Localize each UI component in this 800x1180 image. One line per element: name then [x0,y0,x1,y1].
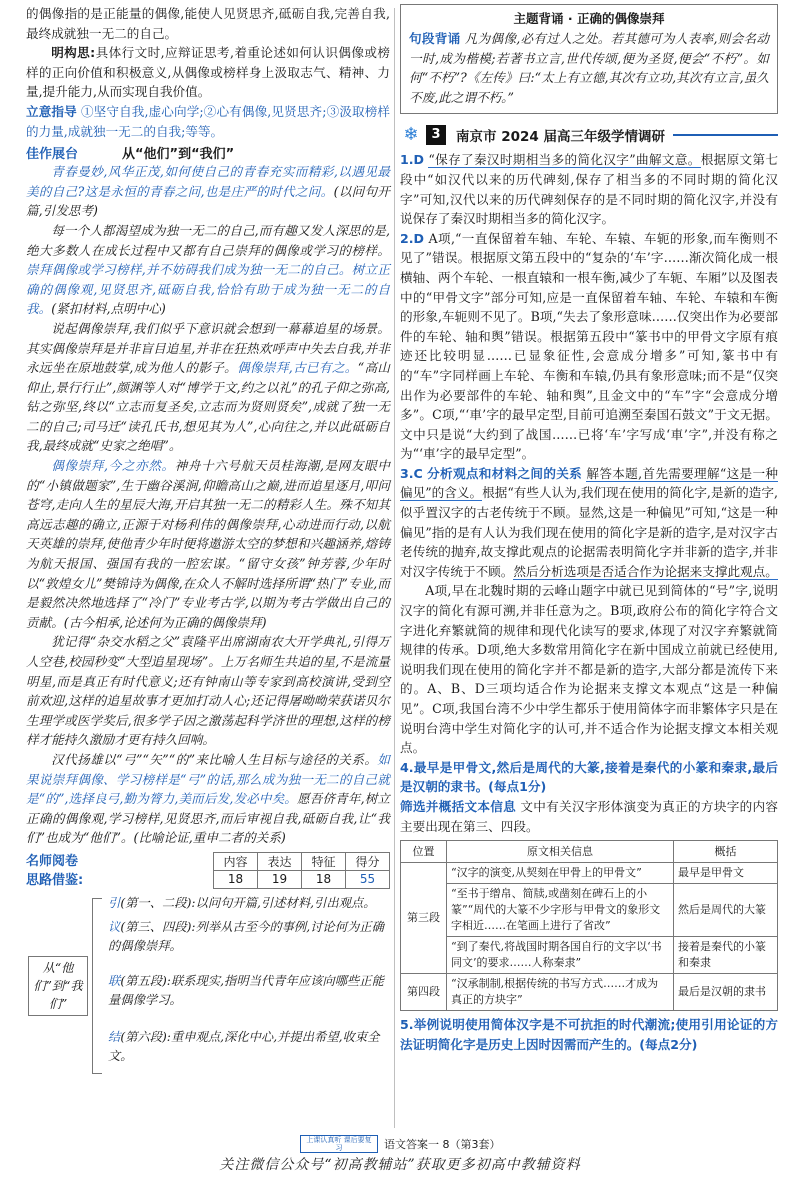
jiazuo-label: 佳作展台 [26,147,79,163]
mingshi-row [26,852,390,890]
q2-text: A项,“一直保留着车轴、车轮、车辕、车轭的形象,而车衡则不见了”错误。根据原文第五段中的“复杂的‘车’字……渐次简化成一根横轴、两个车轮、一根直辕和一根车衡,减少了车轭、车厢”以及图表中的“甲骨文字”部分可知,应是一直保留着车轴、车轮、车辕和车衡的形象,车轭则不见了。B项,“失去了象形意味……仅突出作为必要部件的车轮、轴和舆”错误。根据第五段中“篆书中的甲骨文字原有痕迹还比较明显……已显象征性,会意成分增多”可知,篆书中有的“车”字同样画上车轮、车衡和车辕,仍具有象形意味;而不是“仅突出作为必要部件的车轮、轴和舆”,且金文中的“车”字“会意成分增多”。C项,“‘車’字的最早定型,目前可追溯至秦国石鼓文”于文无据。文中只是说“大约到了战国……已将‘车’字写成‘車’字”,并没有称之为“‘車’字的最早定型”。 [400,230,778,462]
outline-item [108,918,390,956]
mingbx-text: 具体行文时,应辩证思考,着重论述如何认识偶像或榜样的正向价值和积极意义,从偶像或榜样身上汲取志气、精神、力量,提升能力,从而实现自我价值。 [26,45,390,100]
essay-para-3 [26,319,390,456]
score-total: 55 [346,870,390,888]
q3-mid: 根据“有些人认为,我们现在使用的简化字,是新的造字,似乎置汉字的古老传统于不顾。显然,这是一种偏见”可知,“这是一种偏见”指的是有人认为我们现在使用的简化字是新的造字,是对汉字古老传统的抛弃,故支撑此观点的论据需表明简化字并非新的造字,并非对汉字传统于不顾。 [400,485,778,579]
essay-title: 从“他们”到“我们” [122,147,235,163]
outline-item [108,894,390,913]
table-row [401,974,778,1011]
para3-plain: 说起偶像崇拜,我们似乎下意识就会想到一幕幕追星的场景。其实偶像崇拜是并非盲目追星,并非在狂热欢呼声中失去自我,并非永远坐在原地鼓掌,成为他人的影子。 [26,320,390,376]
q4-answer: 4.最早是甲骨文,然后是周代的大篆,接着是秦代的小篆和秦隶,最后是汉朝的隶书。(每点1分) [400,759,778,795]
table-row [401,884,778,937]
q4-text: 文中有关汉字形体演变为真正的方块字的内容主要出现在第三、四段。 [400,798,779,834]
table-cell-sum: 最后是汉朝的隶书 [674,974,778,1011]
q2-number: 2.D [400,230,425,246]
para3-blue: 偶像崇拜,古已有之。 [237,360,358,376]
essay-para-2 [26,221,390,319]
q1-rest: 根据原文第七段中“如汉代以来的历代碑刻,保存了相当多的不同时期的简化汉字”可知,汉代以来的历代碑刻保存的是不同时期的简化汉字,并没有说保存了秦汉时期相当多的简化汉字。 [400,152,778,227]
publisher-logo: 上课认真听 课后要复习 [300,1135,378,1153]
section-number: 3 [426,125,446,145]
jiazuo-header [26,143,390,162]
outline-item-text: (第六段):重申观点,深化中心,并提出希望,收束全文。 [108,1029,380,1063]
recitation-label: 句段背诵 [409,31,461,46]
outline-brace [92,898,102,1074]
outline-item-head: 引 [108,895,121,910]
q3-options: A项,早在北魏时期的云峰山题字中就已见到简体的“号”字,说明汉字的简化有源可溯,并非任意为之。B项,政府公布的简化字符合文字进化弃繁就简的规律和现代化读写的要求,体现了对汉字弃繁就简规律的传承。D项,绝大多数常用简化字在新中国成立前就已经使用,说明我们现在使用的简化字并不都是新的造字,大部分都是流传下来的。A、B、D三项均适合作为论据来支撑文本观点“这是一种偏见”。C项,我国台湾不少中学生都乐于使用简体字而非繁体字只是在说明台湾中学生对简化字的认可,并不适合作为论据支撑文本相关观点。 [400,583,778,756]
q2-answer [400,229,778,464]
para3-rest: “高山仰止,景行行止”,颜渊等人对“博学于文,约之以礼”的孔子仰之弥高,钻之弥坚,终以“立志而复圣矣,立志而为贤则贤矣”,成就了独一无二的自己;司马迁“读孔氏书,想见其为人”,心向往之,并以此砥砺自我,最终成就“史家之绝唱”。 [26,360,390,454]
table-cell-info: “汉承制制,根据传统的书写方式……才成为真正的方块字” [447,974,674,1011]
para4-blue: 偶像崇拜,今之亦然。 [51,458,175,474]
table-row [401,937,778,974]
para1-text: 青春曼妙,风华正茂,如何使自己的青春充实而精彩,以遇见最美的自己?这是永恒的青春之问,也是庄严的时代之问。 [26,164,390,199]
table-cell-sum: 接着是秦代的小篆和秦隶 [674,937,778,974]
table-header-row [401,841,778,863]
outline-item-head: 联 [108,973,121,988]
para2-blue: 崇拜偶像或学习榜样,并不妨碍我们成为独一无二的自己。树立正确的偶像观,见贤思齐,砥砺自我,恰恰有助于成为独一无二的自我。 [26,262,390,317]
score-header: 表达 [258,852,302,870]
lizhi-paragraph [26,102,390,141]
q3-underlined-2: 然后分析选项是否适合作为论据来支撑此观点。 [513,563,778,579]
q3-tag: 分析观点和材料之间的关系 [427,465,583,481]
table-row [401,863,778,884]
recitation-text [409,29,769,107]
outline-item [108,972,390,1010]
recitation-body: 凡为偶像,必有过人之处。若其德可为人表率,则会名动一时,成为楷模;若著书立言,世代传颂,便为圣贤,便会“不朽”。如何“不朽”?《左传》曰:“太上有立德,其次有立功,其次有立言,虽久不废,此之谓不朽。” [409,31,769,105]
table-cell-sum: 然后是周代的大篆 [674,884,778,937]
para4-rest: 神舟十六号航天员桂海潮,是网友眼中的“小镇做题家”,生于幽谷溪涧,仰瞻高山之巅,进而追星逐月,叩问苍穹,走向人生的星辰大海,开启其独一无二的精彩人生。殊不知其高远志趣的确立,正源于对杨利伟的偶像崇拜,心动进而行动,以航天英雄的崇拜,使他青少年时便将遨游太空的梦想和兴趣涵养,熔铸为航天报国、强国有我的一腔宏谋。“留守女孩”钟芳蓉,少年时以“敦煌女儿”樊锦诗为偶像,在众人不解时选择所谓“热门”专业,而是毅然决然地选择了“冷门”专业考古学,以期为考古学做出自己的贡献。(古今相承,论述何为正确的偶像崇拜) [26,458,390,630]
intro-text: 的偶像指的是正能量的偶像,能使人见贤思齐,砥砺自我,完善自我,最终成就独一无二的自己。 [26,6,390,41]
score-value: 18 [302,870,346,888]
outline-diagram [26,894,390,1074]
para2-plain: 每一个人都渴望成为独一无二的自己,而有趣又发人深思的是,绝大多数人在成长过程中又都有自己崇拜的偶像或学习的榜样。 [26,222,390,258]
score-value: 18 [214,870,258,888]
para6-plain: 汉代扬雄以“弓”“矢”“的”来比喻人生目标与途径的关系。 [51,751,378,767]
outline-item-text: (第五段):联系现实,指明当代青年应该向哪些正能量偶像学习。 [108,973,384,1007]
score-header: 内容 [214,852,258,870]
score-value: 19 [258,870,302,888]
left-column [26,4,390,1074]
essay-para-6 [26,750,390,848]
recitation-box-title: 主题背诵 · 正确的偶像崇拜 [513,11,665,26]
table-cell-pos: 第四段 [401,974,447,1011]
lizhi-text: ①坚守自我,虚心向学;②心有偶像,见贤思齐;③汲取榜样的力量,成就独一无二的自我;等等。 [26,103,390,139]
mingbx-label: 明构思: [51,45,96,61]
outline-item-head: 议 [108,919,121,934]
column-divider [394,8,395,1128]
q4-explain [400,797,778,836]
promo-text: 关注微信公众号“初高教辅站”获取更多初高中教辅资料 [219,1157,581,1173]
mingbx-paragraph [26,43,390,102]
page-footer [300,1136,500,1152]
evolution-table [400,840,778,1011]
outline-root: 从“他们”到“我们” [28,956,88,1016]
outline-item-text: (第一、二段):以问句开篇,引述材料,引出观点。 [120,895,376,910]
silu-label: 思路借鉴: [26,872,84,888]
table-header: 原文相关信息 [447,841,674,863]
section-rule [673,134,778,136]
snowflake-icon: ❄ [403,124,419,146]
recitation-box [400,4,778,114]
table-cell-info: “汉字的演变,从契刻在甲骨上的甲骨文” [447,863,674,884]
essay-para-4 [26,456,390,632]
q4-tag: 筛选并概括文本信息 [400,798,517,814]
score-value-row [214,870,390,888]
q3-number: 3.C [400,465,423,481]
para6-rest: 愿吾侪青年,树立正确的偶像观,学习榜样,见贤思齐,而后审视自我,砥砺自我,让“我们”也成为“他们”。(比喻论证,重申二者的关系) [26,791,391,846]
para1-note: (以问句开篇,引发思考) [26,183,390,219]
score-header: 得分 [346,852,390,870]
score-header: 特征 [302,852,346,870]
essay-para-1 [26,162,390,221]
q1-answer [400,150,778,228]
table-cell-info: “至书于缯帛、简牍,或凿刻在碑石上的小篆”“周代的大篆不少字形与甲骨文的象形文字相近……在笔画上进行了省改” [447,884,674,937]
outline-item [108,1028,390,1066]
para6-blue: 如果说崇拜偶像、学习榜样是“弓”的话,那么成为独一无二的自己就是“的”,选择良弓,勤为膂力,美而后发,发必中矣。 [26,751,390,807]
q5-answer: 5.举例说明使用简体汉字是不可抗拒的时代潮流;使用引用论证的方法证明简化字是历史上因时因需而产生的。(每点2分) [400,1017,778,1052]
q1-underlined: “保存了秦汉时期相当多的简化汉字”曲解文意。 [428,152,701,168]
score-table [213,852,390,889]
section-title: 南京市 2024 届高三年级学情调研 [456,129,665,146]
outline-item-text: (第三、四段):列举从古至今的事例,讨论何为正确的偶像崇拜。 [108,919,384,953]
right-column [400,4,778,1054]
score-header-row [214,852,390,870]
section-header [400,124,778,146]
lizhi-label: 立意指导 [26,103,77,119]
mingshi-labels [26,852,83,890]
table-cell-sum: 最早是甲骨文 [674,863,778,884]
q3-underlined-1: 解答本题,首先需要理解“这是一种偏见”的含义。 [400,465,778,501]
mingshi-label: 名师阅卷 [26,853,79,869]
q3-answer [400,464,778,582]
table-header: 概括 [674,841,778,863]
table-cell-info: “到了秦代,将战国时期各国自行的文字以‘书同文’的要求……人称秦隶” [447,937,674,974]
q1-number: 1.D [400,152,425,168]
page-label: 语文答案一 8（第3套） [383,1138,501,1151]
essay-para-5: 犹记得“杂交水稻之父”袁隆平出席湖南农大开学典礼,引得万人空巷,校园秒变“大型追星现场”。上万名师生共追的星,不是流量明星,而是真正有时代意义;还有钟南山等专家到高校演讲,受到空前欢迎,这样的追星故事才更加打动人心;还记得屠呦呦荣获诺贝尔生理学或医学奖后,很多学子因之激荡起科学济世的理想,这样的榜样才能持久激励才更有持久回响。 [26,634,390,748]
table-header: 位置 [401,841,447,863]
para2-note: (紧扣材料,点明中心) [51,301,166,317]
table-cell-pos: 第三段 [401,863,447,974]
outline-item-head: 结 [108,1029,121,1044]
